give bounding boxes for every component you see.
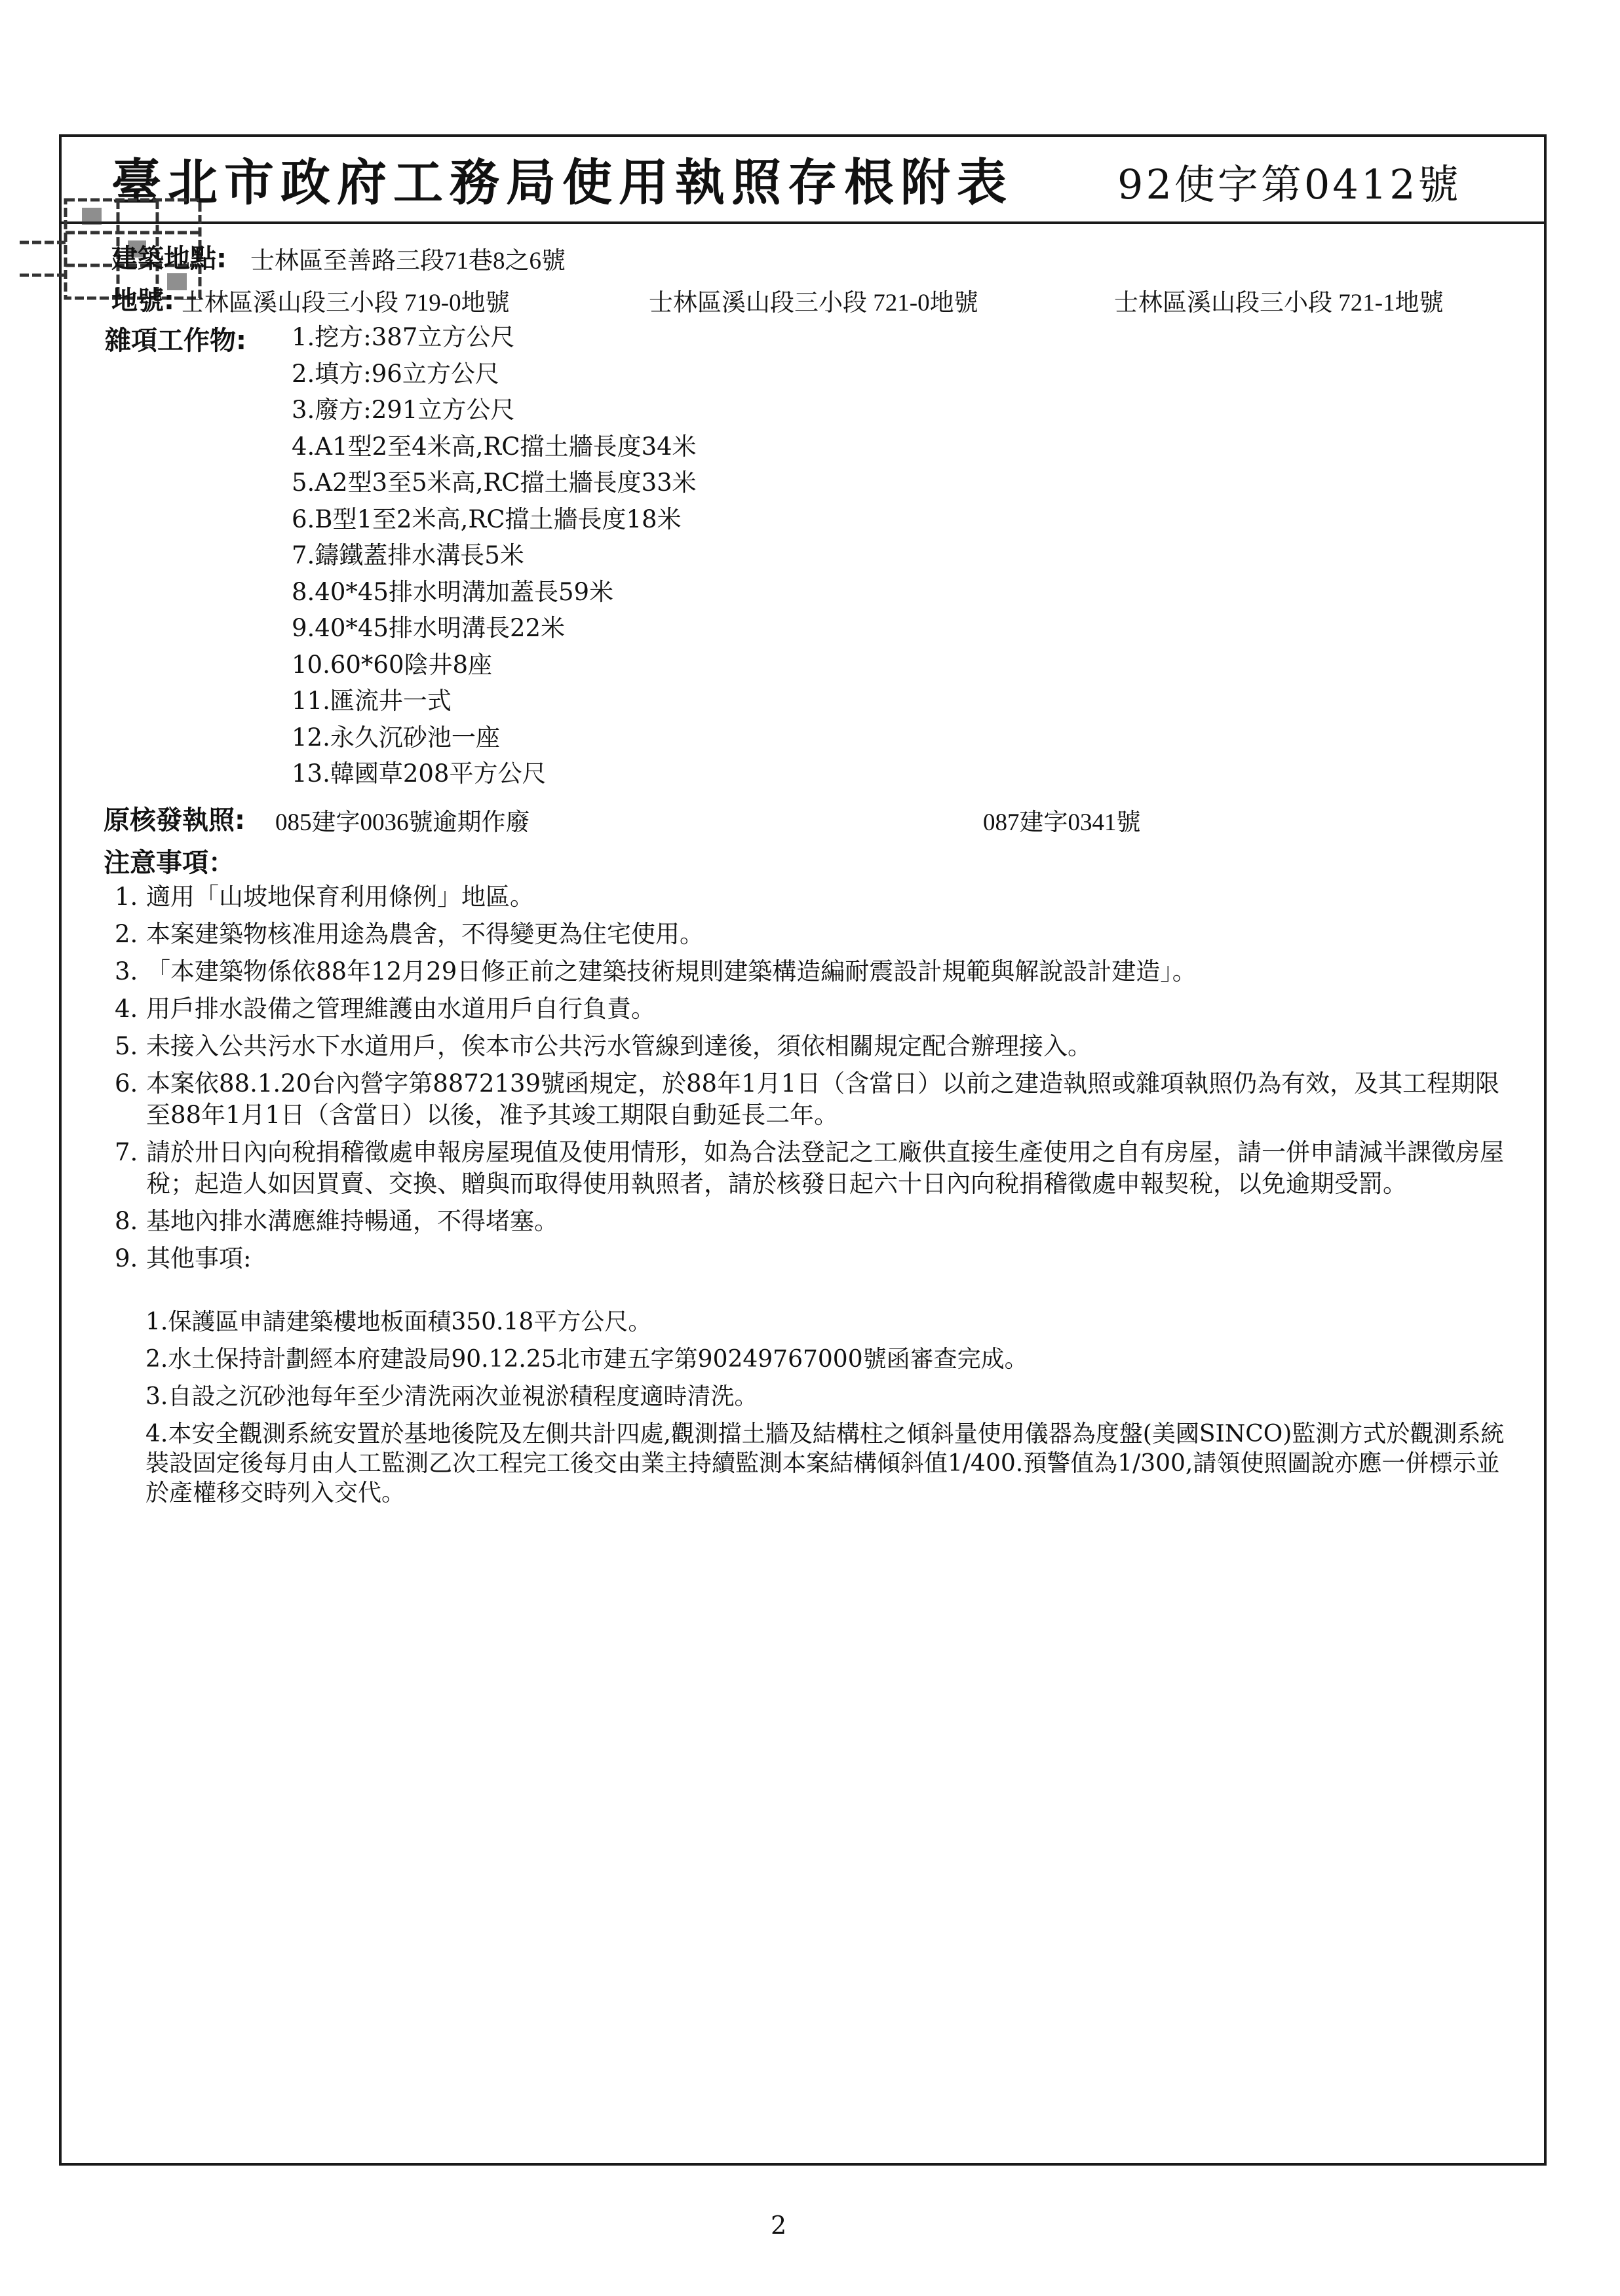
original-permit-label: 原核發執照: — [104, 805, 245, 835]
address-label: 建築地點: — [111, 244, 227, 274]
list-item: 3.廢方:291立方公尺 — [292, 396, 515, 424]
list-item: 13.韓國草208平方公尺 — [292, 759, 547, 788]
original-permit-value-2: 087建字0341號 — [983, 809, 1141, 836]
list-item: 12.永久沉砂池一座 — [292, 723, 500, 752]
list-item: 3.自設之沉砂池每年至少清洗兩次並視淤積程度適時清洗。 — [145, 1383, 758, 1410]
list-item: 5.A2型3至5米高,RC擋土牆長度33米 — [292, 469, 697, 497]
notes-label: 注意事項： — [104, 848, 235, 878]
list-item: 6. 本案依88.1.20台內營字第8872139號函規定，於88年1月1日（含當日）以前之建造執照或雜項執照仍為有效，及其工程期限至88年1月1日（含當日）以後，准予其竣工期限自動延長二年。 — [115, 1069, 1500, 1129]
list-item: 5. 未接入公共污水下水道用戶，俟本市公共污水管線到達後，須依相關規定配合辦理接入。 — [115, 1032, 1092, 1060]
list-item: 9.40*45排水明溝長22米 — [292, 614, 566, 642]
list-item: 4.本安全觀測系統安置於基地後院及左側共計四處,觀測擋土牆及結構柱之傾斜量使用儀器為度盤(美國SINCO)監測方式於觀測系統裝設固定後每月由人工監測乙次工程完工後交由業主持續監測本案結構傾斜值1/400.預警值為1/300,請領使照圖說亦應一併標示並於產權移交時列入交代。 — [145, 1421, 1505, 1506]
list-item: 8.40*45排水明溝加蓋長59米 — [292, 577, 614, 606]
list-item: 6.B型1至2米高,RC擋土牆長度18米 — [292, 505, 682, 533]
lot-label: 地號: — [111, 286, 174, 316]
list-item: 9. 其他事項: — [115, 1244, 252, 1272]
list-item: 7. 請於卅日內向稅捐稽徵處申報房屋現值及使用情形，如為合法登記之工廠供直接生產使用之自有房屋，請一併申請減半課徵房屋稅；起造人如因買賣、交換、贈與而取得使用執照者，請於核發日起六十日內向稅捐稽徵處申報契稅，以免逾期受罰。 — [115, 1138, 1504, 1198]
page-number: 2 — [771, 2211, 787, 2240]
list-item: 7.鑄鐵蓋排水溝長5米 — [292, 541, 524, 569]
lot-value-1: 士林區溪山段三小段 719-0地號 — [180, 290, 510, 316]
list-item: 4. 用戶排水設備之管理維護由水道用戶自行負責。 — [115, 995, 655, 1023]
list-item: 3. 「本建築物係依88年12月29日修正前之建築技術規則建築構造編耐震設計規範與解說設計建造」。 — [115, 957, 1197, 985]
list-item: 11.匯流井一式 — [292, 687, 452, 715]
list-item: 1.挖方:387立方公尺 — [292, 323, 515, 351]
list-item: 1.保護區申請建築樓地板面積350.18平方公尺。 — [145, 1309, 652, 1335]
list-item: 2.水土保持計劃經本府建設局90.12.25北市建五字第90249767000號函審查完成。 — [145, 1346, 1028, 1373]
permit-number: 92使字第0412號 — [1117, 161, 1461, 208]
list-item: 10.60*60陰井8座 — [292, 650, 493, 679]
list-item: 2.填方:96立方公尺 — [292, 359, 499, 388]
lot-value-3: 士林區溪山段三小段 721-1地號 — [1114, 290, 1444, 316]
list-item: 4.A1型2至4米高,RC擋土牆長度34米 — [292, 432, 697, 461]
lot-value-2: 士林區溪山段三小段 721-0地號 — [649, 290, 978, 316]
works-label: 雜項工作物: — [105, 326, 246, 356]
list-item: 2. 本案建築物核准用途為農舍，不得變更為住宅使用。 — [115, 920, 704, 948]
address-value: 士林區至善路三段71巷8之6號 — [250, 248, 566, 275]
list-item: 8. 基地內排水溝應維持暢通，不得堵塞。 — [115, 1207, 558, 1235]
list-item: 1. 適用「山坡地保育利用條例」地區。 — [115, 883, 534, 911]
original-permit-value-1: 085建字0036號逾期作廢 — [275, 809, 530, 836]
document-title: 臺北市政府工務局使用執照存根附表 — [111, 153, 1013, 212]
other-items-list — [145, 1307, 1522, 1516]
title-divider — [59, 221, 1547, 224]
notes-list — [115, 881, 1517, 1280]
works-list — [292, 319, 697, 792]
